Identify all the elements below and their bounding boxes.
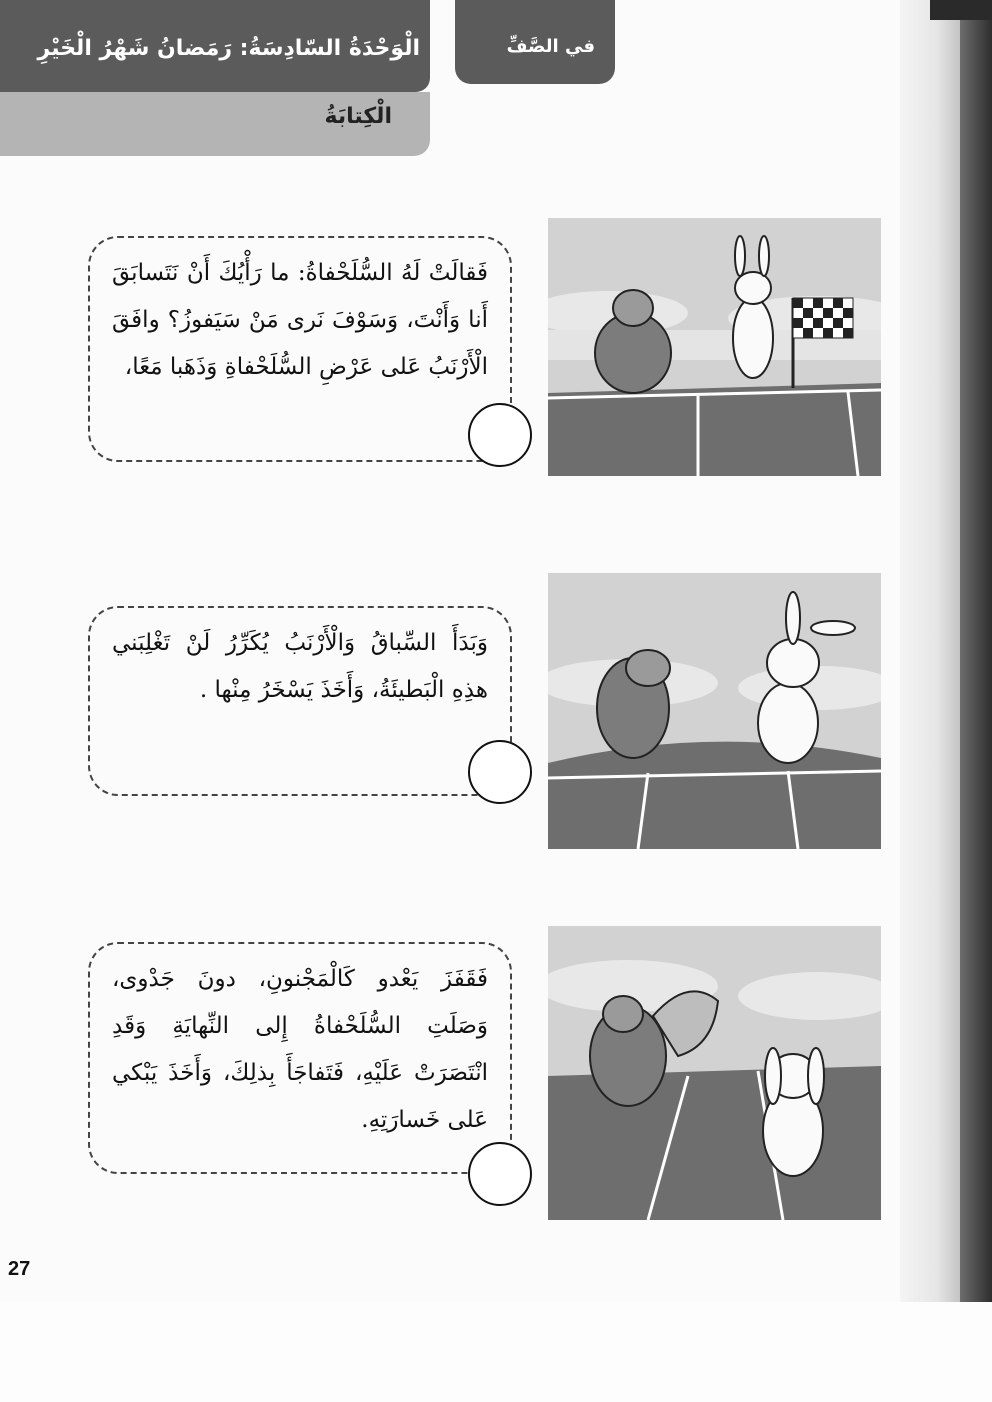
tab-label: في الصَّفِّ xyxy=(506,36,595,57)
illustration-start-line xyxy=(548,218,881,476)
page-bottom-margin xyxy=(0,1302,992,1402)
page-number: 27 xyxy=(8,1258,31,1280)
book-binding-top xyxy=(930,0,992,20)
order-circle-2[interactable] xyxy=(468,740,532,804)
order-circle-3[interactable] xyxy=(468,1142,532,1206)
illustration-rabbit-mocking xyxy=(548,573,881,849)
story-text-3: فَقَفَزَ يَعْدو كَالْمَجْنونِ، دونَ جَدْوى، وَصَلَتِ السُّلَحْفاةُ إِلى النِّهايَةِ وَقَدِ انْتَصَرَتْ عَلَيْهِ، فَتَفاجَأَ بِذلِكَ، وَأَخَذَ يَبْكي عَلى خَسارَتِهِ. xyxy=(112,966,488,1133)
order-circle-1[interactable] xyxy=(468,403,532,467)
story-card-1 xyxy=(88,236,512,462)
section-title: الْكِتابَةُ xyxy=(324,104,392,129)
book-binding-edge xyxy=(960,0,992,1302)
illustration-tortoise-wins xyxy=(548,926,881,1220)
unit-title: الْوَحْدَةُ السّادِسَةُ: رَمَضانُ شَهْرُ الْخَيْرِ xyxy=(37,36,420,61)
story-card-3 xyxy=(88,942,512,1174)
story-text-2: وَبَدَأَ السِّباقُ وَالْأَرْنَبُ يُكَرِّرُ لَنْ تَغْلِبَني هذِهِ الْبَطيئَةُ، وَأَخَذَ يَسْخَرُ مِنْها . xyxy=(112,630,488,703)
story-card-2 xyxy=(88,606,512,796)
story-text-1: فَقالَتْ لَهُ السُّلَحْفاةُ: ما رَأْيُكَ أَنْ نَتَسابَقَ أَنا وَأَنْتَ، وَسَوْفَ نَرى مَنْ سَيَفوزُ؟ وافَقَ الْأَرْنَبُ عَلى عَرْضِ السُّلَحْفاةِ وَذَهَبا مَعًا، xyxy=(112,260,488,380)
copyright-vertical-note xyxy=(885,200,911,1200)
